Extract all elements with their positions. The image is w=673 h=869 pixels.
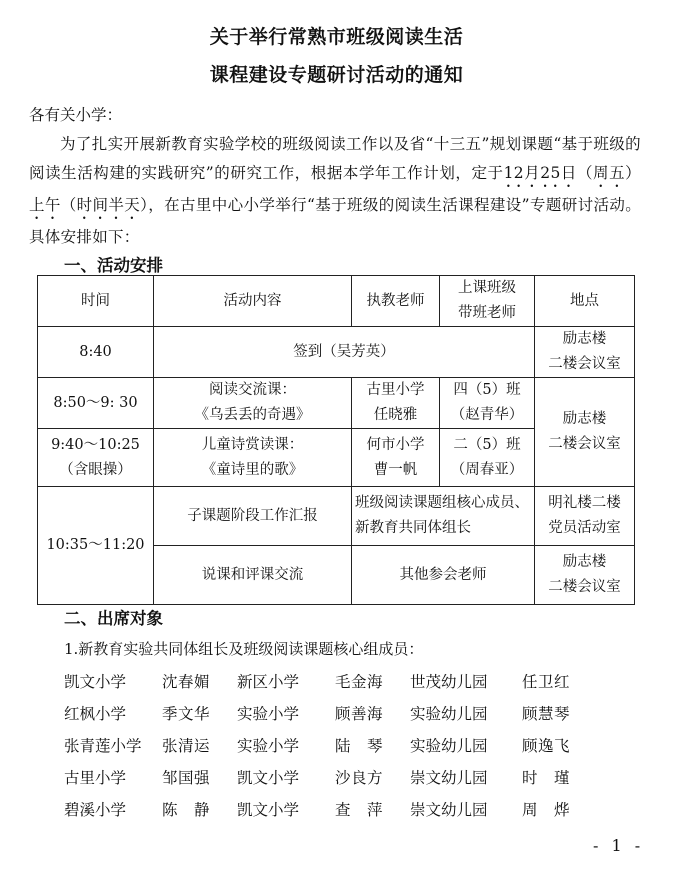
row2-content-line-1: 阅读交流课： <box>209 382 296 398</box>
header-time: 时间 <box>38 276 154 327</box>
roster-school: 凯文小学 <box>237 769 300 787</box>
row3-content-line-1: 儿童诗赏读课： <box>201 436 304 453</box>
table-row <box>38 378 635 429</box>
row3-teacher-line-2: 曹一帆 <box>373 461 418 478</box>
event-date-emphasis: 12月25日（周五）上午（时间半天） <box>29 164 641 214</box>
roster-person: 陈 静 <box>162 801 211 819</box>
row5-place <box>535 546 635 605</box>
notice-title-line-2: 课程建设专题研讨活动的通知 <box>209 64 464 86</box>
salutation: 各有关小学： <box>29 106 123 124</box>
roster-school: 张青莲小学 <box>64 737 142 755</box>
roster-person: 沈春媚 <box>162 673 211 691</box>
row3-time <box>38 429 154 487</box>
body-text-part-2: ，在古里中心小学举行“基于班级的阅读生活课程建设”专题研讨活动。具体安排如下： <box>29 196 641 246</box>
roster-row <box>64 665 597 697</box>
roster-person: 邹国强 <box>162 769 211 787</box>
roster-row <box>64 793 597 825</box>
header-place: 地点 <box>535 276 635 327</box>
row1-place <box>535 327 635 378</box>
attendees-intro: 1.新教育实验共同体组长及班级阅读课题核心组成员： <box>64 640 424 658</box>
row4-5-time: 10:35～11:20 <box>38 487 154 605</box>
roster-person: 任卫红 <box>522 673 571 691</box>
header-teacher: 执教老师 <box>352 276 440 327</box>
row5-participants: 其他参会老师 <box>352 546 535 605</box>
row2-class <box>440 378 535 429</box>
roster-school: 崇文幼儿园 <box>410 801 488 819</box>
header-class-line-2: 带班老师 <box>458 305 516 321</box>
roster-school: 古里小学 <box>64 769 127 787</box>
roster-person: 陆 琴 <box>335 737 384 755</box>
row2-content-line-2: 《乌丢丢的奇遇》 <box>194 407 311 423</box>
row2-teacher-line-1: 古里小学 <box>366 382 425 398</box>
row1-place-line-1: 励志楼 <box>562 331 607 347</box>
row2-class-line-2: （赵青华） <box>450 407 524 423</box>
roster-person: 沙良方 <box>335 769 384 787</box>
table-header-row <box>38 276 635 327</box>
row4-place-line-2: 党员活动室 <box>548 520 621 536</box>
section-heading-schedule: 一、活动安排 <box>64 256 163 275</box>
roster-school: 世茂幼儿园 <box>410 673 488 691</box>
roster-person: 顾慧琴 <box>522 705 571 723</box>
header-class-line-1: 上课班级 <box>458 280 516 296</box>
section-heading-attendees: 二、出席对象 <box>64 609 163 628</box>
roster-person: 查 萍 <box>335 801 384 819</box>
row2-class-line-1: 四（5）班 <box>453 382 521 398</box>
table-row <box>38 487 635 546</box>
row3-content-line-2: 《童诗里的歌》 <box>201 461 304 478</box>
row1-content: 签到（吴芳英） <box>154 327 535 378</box>
row3-teacher <box>352 429 440 487</box>
roster-person: 时 瑾 <box>522 769 571 787</box>
roster-school: 实验小学 <box>237 705 300 723</box>
roster-row <box>64 697 597 729</box>
row5-place-line-2: 二楼会议室 <box>548 579 621 595</box>
row2-time: 8:50～9: 30 <box>38 378 154 429</box>
row3-class-line-2: （周春亚） <box>450 461 524 478</box>
roster-person: 顾逸飞 <box>522 737 571 755</box>
roster-person: 张清运 <box>162 737 211 755</box>
roster-person: 顾善海 <box>335 705 384 723</box>
notice-title-line-1: 关于举行常熟市班级阅读生活 <box>209 26 464 48</box>
roster-school: 红枫小学 <box>64 705 127 723</box>
roster-school: 碧溪小学 <box>64 801 127 819</box>
row3-time-line-1: 9:40～10:25 <box>51 436 140 453</box>
body-paragraph <box>29 130 641 252</box>
roster-person: 毛金海 <box>335 673 384 691</box>
row3-class-line-1: 二（5）班 <box>453 436 521 453</box>
row5-place-line-1: 励志楼 <box>562 554 607 570</box>
body-text-part-1: 为了扎实开展新教育实验学校的班级阅读工作以及省“十三五”规划课题“基于班级的阅读生活构建的实践研究”的研究工作，根据本学年工作计划，定于 <box>29 135 641 182</box>
row2-teacher-line-2: 任晓雅 <box>373 407 418 423</box>
row3-teacher-line-1: 何市小学 <box>366 436 425 453</box>
schedule-table <box>37 275 635 605</box>
row3-content <box>154 429 352 487</box>
table-row <box>38 327 635 378</box>
roster-person: 季文华 <box>162 705 211 723</box>
roster-school: 实验小学 <box>237 737 300 755</box>
row2-3-place <box>535 378 635 487</box>
roster-school: 凯文小学 <box>64 673 127 691</box>
roster-school: 实验幼儿园 <box>410 737 488 755</box>
roster-person: 周 烨 <box>522 801 571 819</box>
row1-place-line-2: 二楼会议室 <box>548 356 621 372</box>
row3-class <box>440 429 535 487</box>
page-number: - 1 - <box>593 836 645 855</box>
roster-school: 凯文小学 <box>237 801 300 819</box>
roster-row <box>64 761 597 793</box>
row2-content <box>154 378 352 429</box>
row1-time: 8:40 <box>38 327 154 378</box>
header-class <box>440 276 535 327</box>
shared-place-line-2: 二楼会议室 <box>548 436 621 452</box>
attendee-roster <box>64 665 597 825</box>
row4-place <box>535 487 635 546</box>
row2-teacher <box>352 378 440 429</box>
row4-participants: 班级阅读课题组核心成员、新教育共同体组长 <box>352 487 535 546</box>
roster-school: 崇文幼儿园 <box>410 769 488 787</box>
row4-content: 子课题阶段工作汇报 <box>154 487 352 546</box>
roster-row <box>64 729 597 761</box>
header-content: 活动内容 <box>154 276 352 327</box>
roster-school: 新区小学 <box>237 673 300 691</box>
row5-content: 说课和评课交流 <box>154 546 352 605</box>
roster-school: 实验幼儿园 <box>410 705 488 723</box>
row4-place-line-1: 明礼楼二楼 <box>548 495 621 511</box>
shared-place-line-1: 励志楼 <box>562 411 607 427</box>
row3-time-line-2: （含眼操） <box>59 461 132 478</box>
